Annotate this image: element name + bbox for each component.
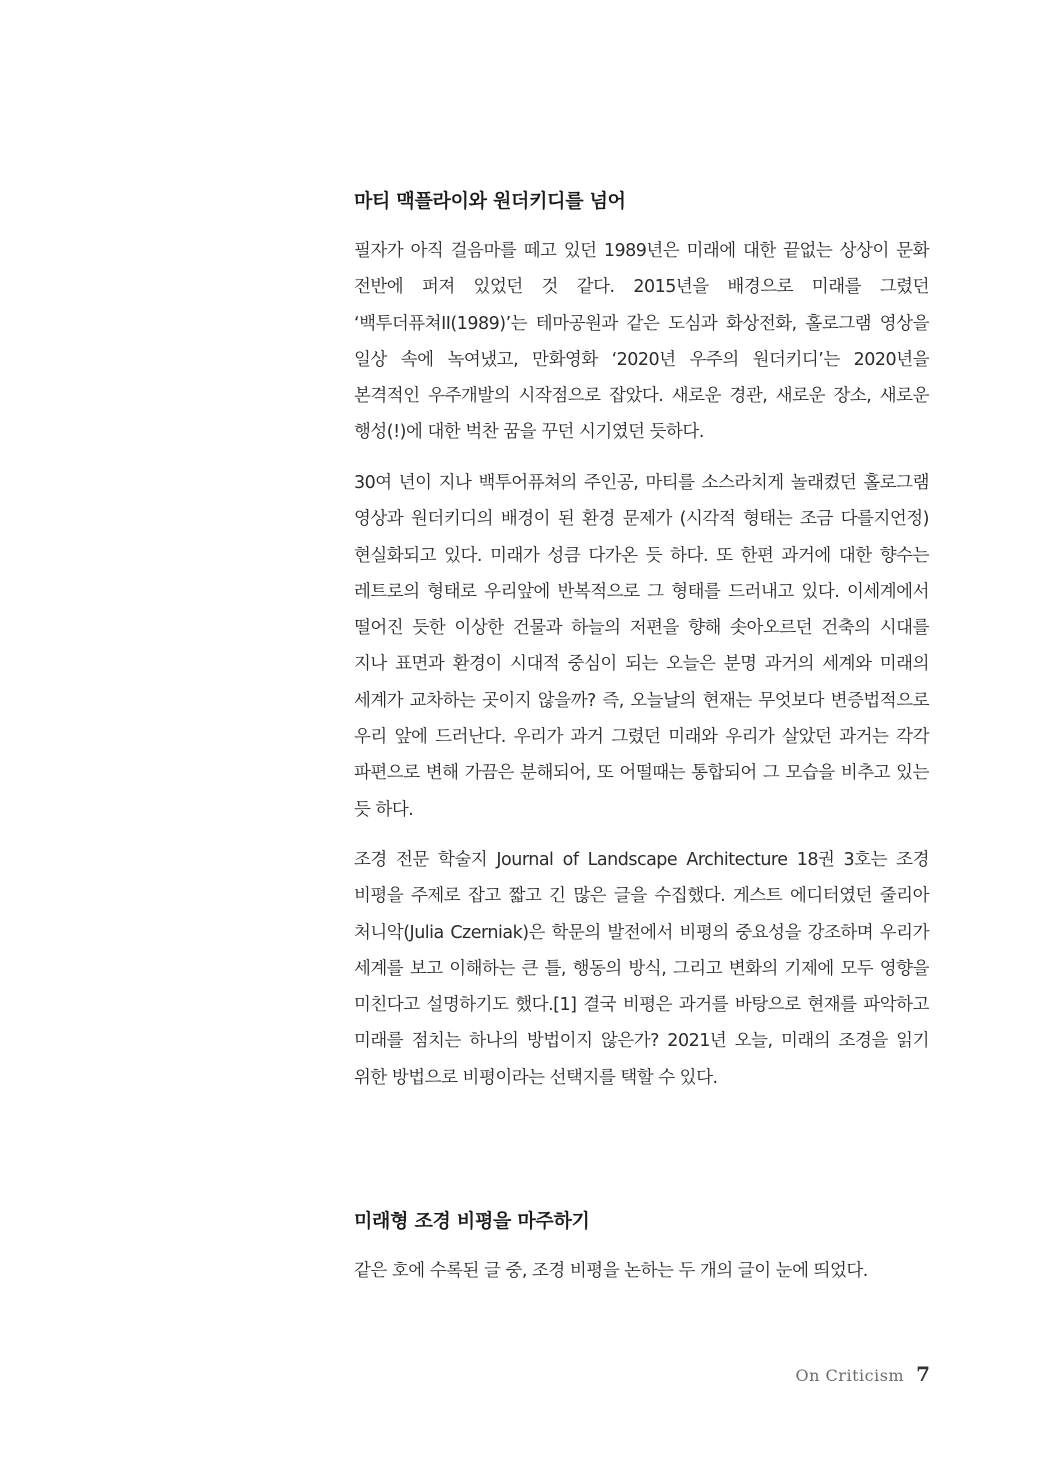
body-paragraph: 같은 호에 수록된 글 중, 조경 비평을 논하는 두 개의 글이 눈에 띄었다. [354, 1261, 868, 1281]
running-footer-title: On Criticism [795, 1366, 905, 1385]
section-heading: 마티 맥플라이와 원더키디를 넘어 [354, 190, 626, 212]
body-paragraph: 필자가 아직 걸음마를 떼고 있던 1989년은 미래에 대한 끝없는 상상이 문화 전반에 퍼져 있었던 것 같다. 2015년을 배경으로 미래를 그렸던 ‘백투더퓨쳐II(1989)’는 테마공원과 같은 도심과 화상전화, 홀로그램 영상을 일상 속에 녹여냈고, 만화영화 ‘2020년 우주의 원더키디’는 2020년을 본격적인 우주개발의 시작점으로 잡았다. 새로운 경관, 새로운 장소, 새로운 행성(!)에 대한 벅찬 꿈을 꾸던 시기였던 듯하다. [354, 241, 929, 443]
section-heading: 미래형 조경 비평을 마주하기 [354, 1210, 590, 1232]
body-paragraph: 조경 전문 학술지 Journal of Landscape Architecture 18권 3호는 조경 비평을 주제로 잡고 짧고 긴 많은 글을 수집했다. 게스트 에디터였던 줄리아 처니악(Julia Czerniak)은 학문의 발전에서 비평의 중요성을 강조하며 우리가 세계를 보고 이해하는 큰 틀, 행동의 방식, 그리고 변화의 기제에 모두 영향을 미친다고 설명하기도 했다.[1] 결국 비평은 과거를 바탕으로 현재를 파악하고 미래를 점치는 하나의 방법이지 않은가? 2021년 오늘, 미래의 조경을 읽기 위한 방법으로 비평이라는 선택지를 택할 수 있다. [354, 850, 929, 1088]
page-number: 7 [916, 1362, 930, 1386]
page-footer [796, 1362, 930, 1386]
body-paragraph: 30여 년이 지나 백투어퓨쳐의 주인공, 마티를 소스라치게 놀래켰던 홀로그램 영상과 원더키디의 배경이 된 환경 문제가 (시각적 형태는 조금 다를지언정) 현실화되고 있다. 미래가 성큼 다가온 듯 하다. 또 한편 과거에 대한 향수는 레트로의 형태로 우리앞에 반복적으로 그 형태를 드러내고 있다. 이세계에서 떨어진 듯한 이상한 건물과 하늘의 저편을 향해 솟아오르던 건축의 시대를 지나 표면과 환경이 시대적 중심이 되는 오늘은 분명 과거의 세계와 미래의 세계가 교차하는 곳이지 않을까? 즉, 오늘날의 현재는 무엇보다 변증법적으로 우리 앞에 드러난다. 우리가 과거 그렸던 미래와 우리가 살았던 과거는 각각 파편으로 변해 가끔은 분해되어, 또 어떨때는 통합되어 그 모습을 비추고 있는 듯 하다. [354, 473, 929, 820]
